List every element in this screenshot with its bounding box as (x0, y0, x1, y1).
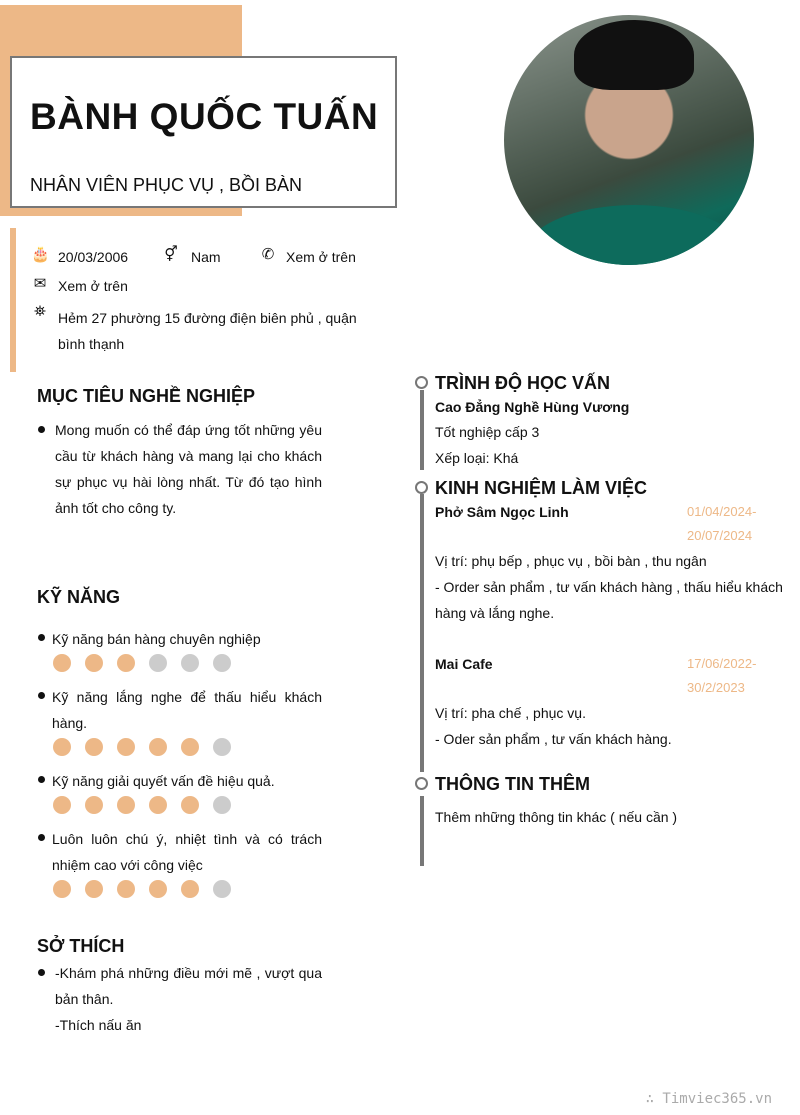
candidate-name: BÀNH QUỐC TUẤN (30, 96, 379, 137)
rating-dot-filled (85, 738, 103, 756)
more-info-title: THÔNG TIN THÊM (435, 774, 590, 794)
rating-dot-filled (181, 880, 199, 898)
envelope-icon: ✉ (33, 275, 47, 292)
phone: Xem ở trên (286, 249, 356, 265)
phone-icon: ✆ (261, 246, 275, 263)
job-description: - Oder sản phẩm , tư vấn khách hàng. (435, 731, 672, 747)
rating-dot-filled (149, 796, 167, 814)
rating-dot-empty (213, 738, 231, 756)
birthday-cake-icon: 🎂 (31, 246, 50, 263)
date-end: 20/07/2024 (687, 528, 753, 543)
rating-dot-filled (85, 880, 103, 898)
bullet (38, 634, 45, 641)
skill-name: Luôn luôn chú ý, nhiệt tình và có trách nhiệm cao với công việc (52, 831, 322, 873)
job-position: Vị trí: phụ bếp , phục vụ , bồi bàn , thu ngân (435, 553, 707, 569)
skill-rating (53, 738, 231, 756)
address: Hẻm 27 phường 15 đường điện biên phủ , quận bình thạnh (58, 310, 357, 352)
more-info-text: Thêm những thông tin khác ( nếu cần ) (435, 809, 678, 825)
job-position: Vị trí: pha chế , phục vụ. (435, 705, 586, 721)
gender-icon: ⚥ (164, 246, 178, 263)
rating-dot-filled (149, 880, 167, 898)
bullet (38, 776, 45, 783)
date-start: 01/04/2024- (687, 504, 757, 519)
gender: Nam (191, 249, 221, 265)
hobbies-title: SỞ THÍCH (37, 936, 125, 956)
rating-dot-filled (53, 880, 71, 898)
rating-dot-filled (181, 796, 199, 814)
education-line-1: Tốt nghiệp cấp 3 (435, 424, 540, 440)
skill-rating (53, 654, 231, 672)
rating-dot-filled (85, 796, 103, 814)
rating-dot-filled (117, 796, 135, 814)
school-name: Cao Đẳng Nghề Hùng Vương (435, 399, 630, 415)
skill-name: Kỹ năng giải quyết vấn đề hiệu quả. (52, 773, 275, 789)
skills-title: KỸ NĂNG (37, 587, 121, 607)
rating-dot-empty (149, 654, 167, 672)
rating-dot-empty (213, 796, 231, 814)
skill-rating (53, 796, 231, 814)
bullet (38, 426, 45, 433)
birthday: 20/03/2006 (58, 249, 129, 265)
contact-accent-bar (10, 228, 16, 372)
hobby-1: -Khám phá những điều mới mẽ , vượt qua bản thân. (55, 965, 322, 1007)
date-end: 30/2/2023 (687, 680, 745, 695)
rating-dot-filled (117, 880, 135, 898)
bullet (38, 969, 45, 976)
rating-dot-filled (181, 738, 199, 756)
hobby-2: -Thích nấu ăn (55, 1017, 142, 1033)
timeline-node (415, 777, 428, 790)
profile-photo (504, 15, 754, 265)
map-marker-icon: ⛯ (33, 303, 46, 320)
timeline-line (420, 494, 424, 772)
timeline-node (415, 376, 428, 389)
education-line-2: Xếp loại: Khá (435, 450, 519, 466)
skill-name: Kỹ năng lắng nghe để thấu hiểu khách hàng. (52, 689, 322, 731)
date-start: 17/06/2022- (687, 656, 757, 671)
education-title: TRÌNH ĐỘ HỌC VẤN (435, 373, 610, 393)
rating-dot-filled (117, 738, 135, 756)
rating-dot-filled (53, 654, 71, 672)
rating-dot-filled (53, 796, 71, 814)
skill-rating (53, 880, 231, 898)
rating-dot-filled (149, 738, 167, 756)
bullet (38, 692, 45, 699)
rating-dot-empty (213, 880, 231, 898)
job-title: NHÂN VIÊN PHỤC VỤ , BỒI BÀN (30, 175, 303, 195)
objective-text: Mong muốn có thể đáp ứng tốt những yêu cầu từ khách hàng và mang lại cho khách sự phục vụ hài lòng nhất. Từ đó tạo hình ảnh tốt cho công ty. (55, 422, 322, 516)
job-description: - Order sản phẩm , tư vấn khách hàng , thấu hiểu khách hàng và lắng nghe. (435, 579, 783, 621)
company-name: Mai Cafe (435, 656, 493, 672)
experience-title: KINH NGHIỆM LÀM VIỆC (435, 478, 648, 498)
skill-name: Kỹ năng bán hàng chuyên nghiệp (52, 631, 261, 647)
rating-dot-filled (85, 654, 103, 672)
rating-dot-empty (181, 654, 199, 672)
contact-info (31, 247, 371, 357)
timeline-line (420, 390, 424, 470)
rating-dot-filled (53, 738, 71, 756)
bullet (38, 834, 45, 841)
objective-title: MỤC TIÊU NGHỀ NGHIỆP (37, 386, 256, 406)
timeline-node (415, 481, 428, 494)
email: Xem ở trên (58, 278, 128, 294)
footer-brand: ∴ Timviec365.vn (645, 1091, 772, 1107)
rating-dot-filled (117, 654, 135, 672)
timeline-line (420, 796, 424, 866)
company-name: Phở Sâm Ngọc Linh (435, 504, 569, 520)
rating-dot-empty (213, 654, 231, 672)
